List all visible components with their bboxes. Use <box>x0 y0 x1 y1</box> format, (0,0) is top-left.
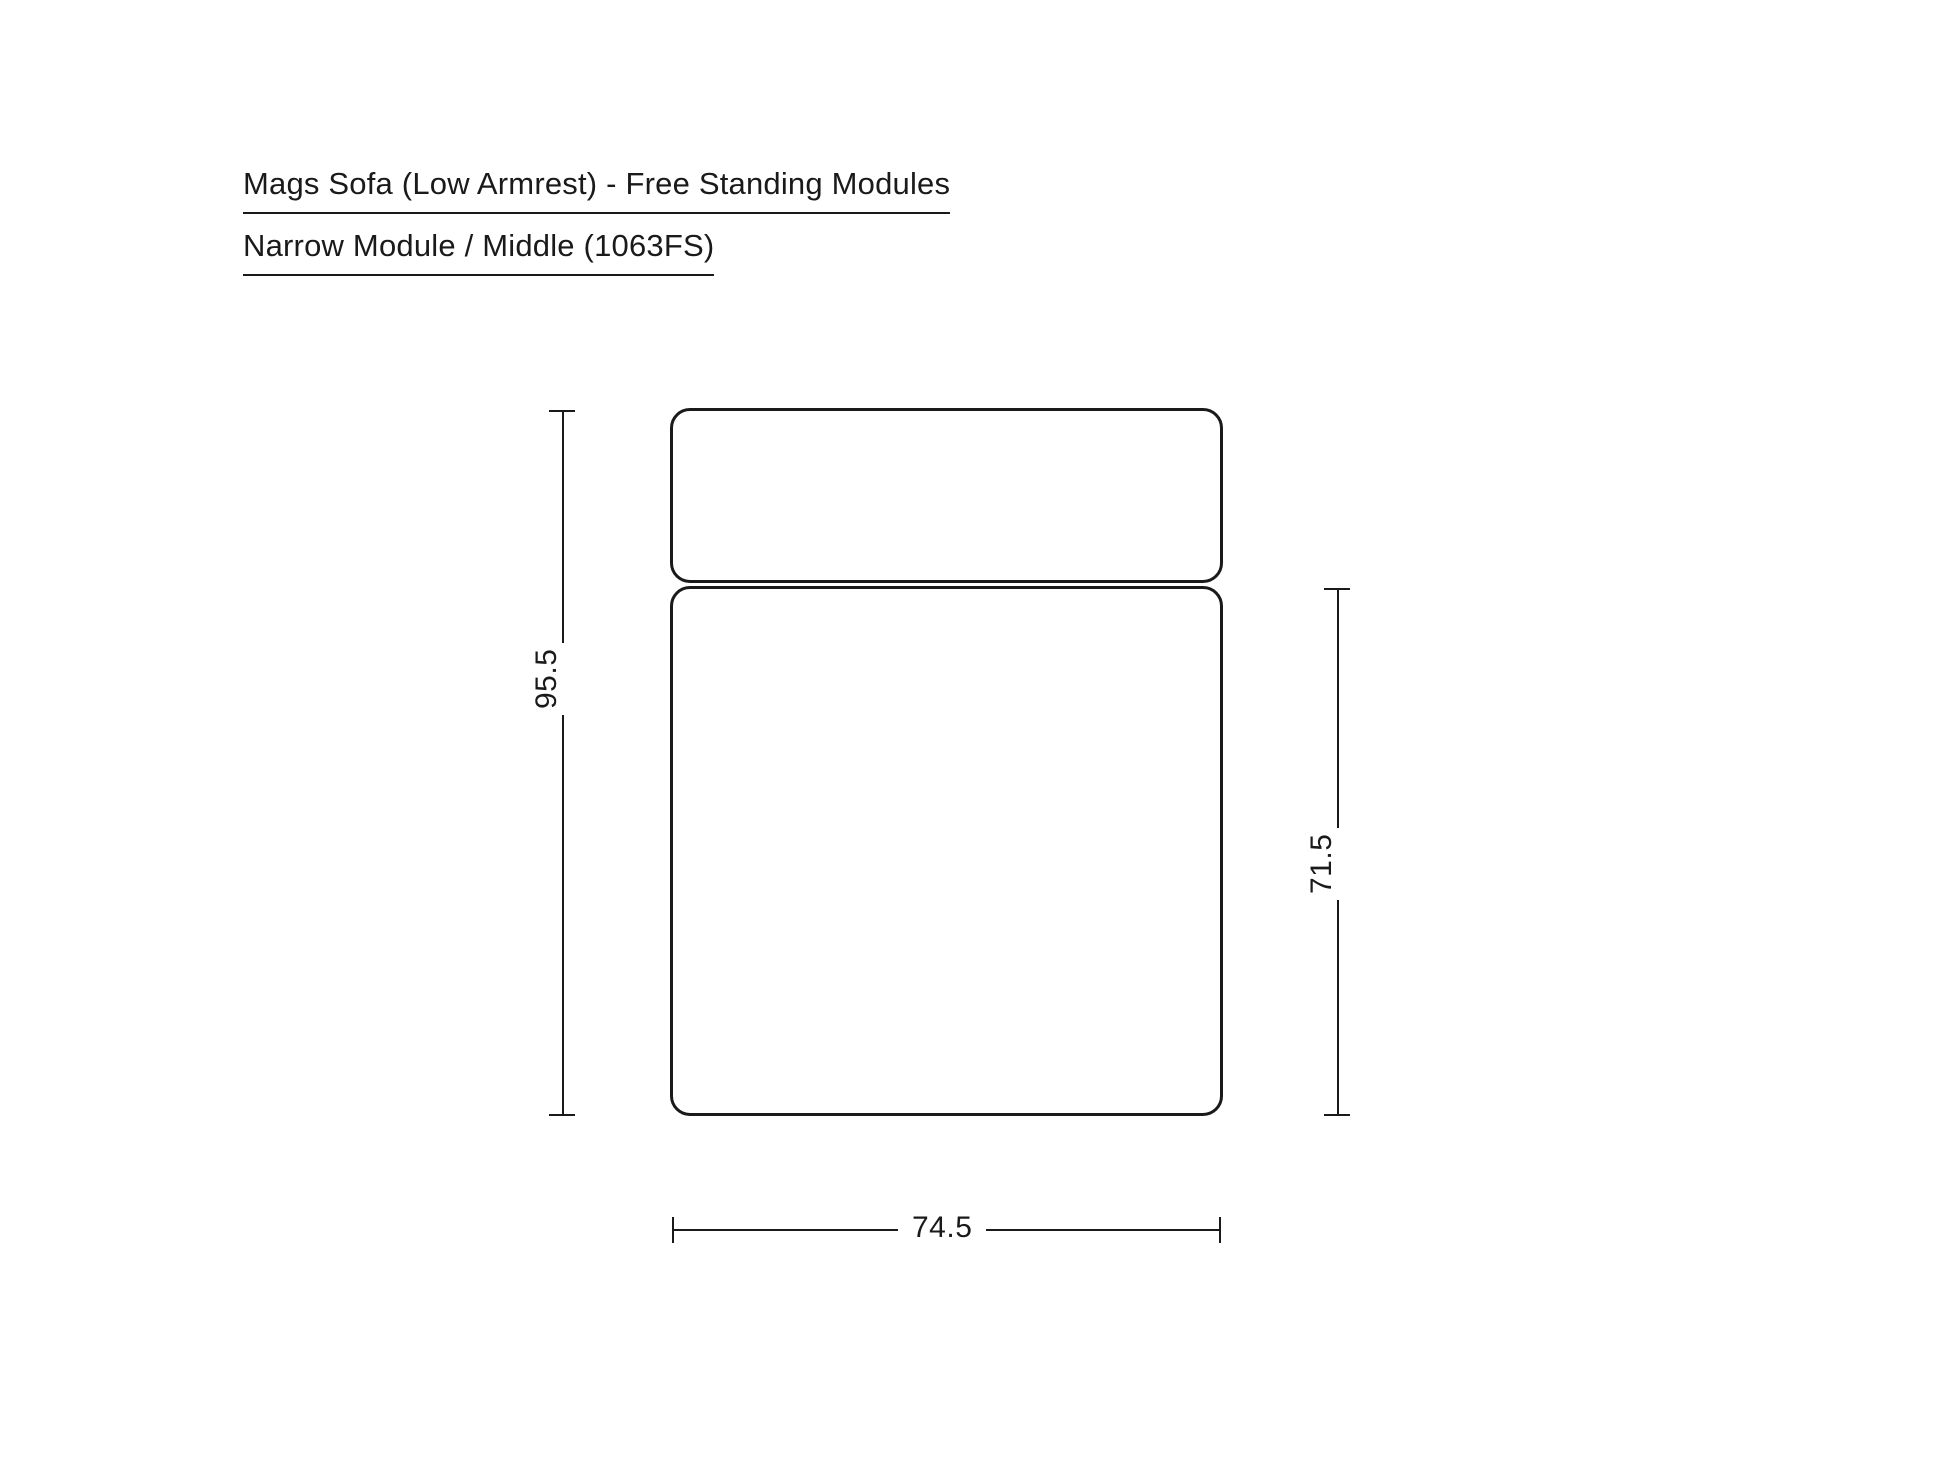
page-title-line-2: Narrow Module / Middle (1063FS) <box>243 220 714 276</box>
width-dimension-label: 74.5 <box>898 1209 986 1247</box>
total-depth-dimension-label: 95.5 <box>526 643 568 715</box>
width-tick-right <box>1219 1217 1221 1243</box>
sofa-seat-outline <box>670 586 1223 1116</box>
seat-depth-dimension-label: 71.5 <box>1301 828 1343 900</box>
seat-depth-tick-bottom <box>1324 1114 1350 1116</box>
total-depth-dimension-line <box>562 410 564 1116</box>
total-depth-tick-top <box>549 410 575 412</box>
width-tick-left <box>672 1217 674 1243</box>
seat-depth-tick-top <box>1324 588 1350 590</box>
total-depth-tick-bottom <box>549 1114 575 1116</box>
page-title-line-1: Mags Sofa (Low Armrest) - Free Standing Modules <box>243 158 950 214</box>
sofa-backrest-outline <box>670 408 1223 583</box>
